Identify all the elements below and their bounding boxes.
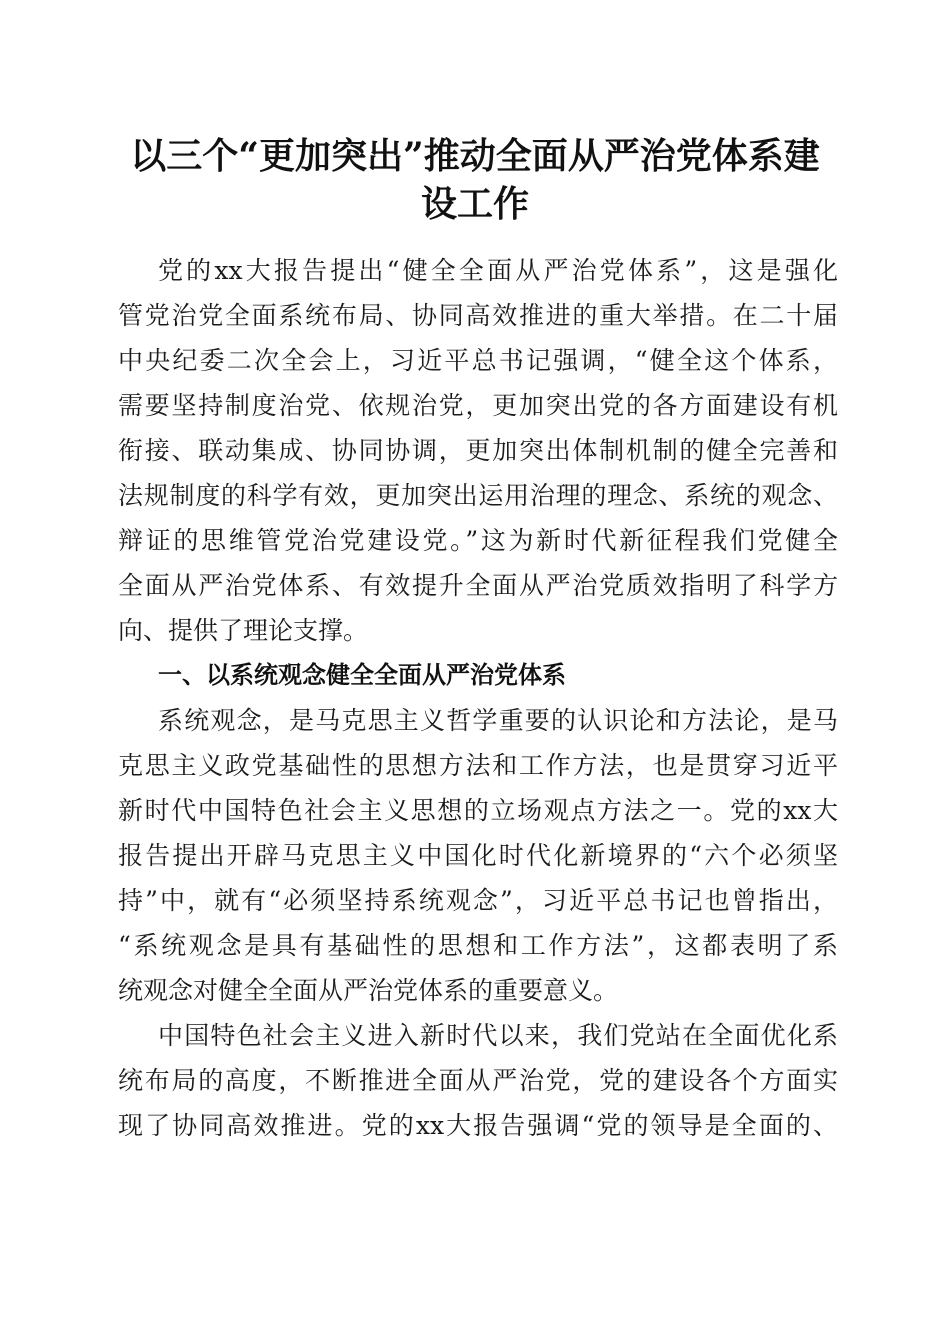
text-line: 系统观念，是马克思主义哲学重要的认识论和方法论，是马 (158, 706, 838, 735)
document-body (118, 248, 838, 1148)
text-line: 统观念对健全全面从严治党体系的重要意义。 (118, 976, 619, 1005)
text-line: 持”中，就有“必须坚持系统观念”，习近平总书记也曾指出， (118, 886, 838, 915)
text-line: “系统观念是具有基础性的思想和工作方法”，这都表明了系 (118, 931, 838, 960)
title-line: 设工作 (420, 183, 529, 225)
text-line: 报告提出开辟马克思主义中国化时代化新境界的“六个必须坚 (118, 841, 838, 870)
text-line: 向、提供了理论支撑。 (118, 616, 369, 645)
text-line: 统布局的高度，不断推进全面从严治党，党的建设各个方面实 (118, 1066, 838, 1095)
text-line: 管党治党全面系统布局、协同高效推进的重大举措。在二十届 (118, 301, 838, 330)
title-line: 以三个“更加突出”推动全面从严治党体系建 (130, 135, 820, 177)
text-line: 需要坚持制度治党、依规治党，更加突出党的各方面建设有机 (118, 391, 838, 420)
text-line: 现了协同高效推进。党的xx大报告强调“党的领导是全面的、 (118, 1111, 838, 1140)
text-line: 辩证的思维管党治党建设党。”这为新时代新征程我们党健全 (118, 526, 838, 555)
text-line: 新时代中国特色社会主义思想的立场观点方法之一。党的xx大 (118, 796, 838, 825)
paragraph-intro (118, 248, 838, 653)
text-line: 克思主义政党基础性的思想方法和工作方法，也是贯穿习近平 (118, 751, 838, 780)
section-heading: 一、以系统观念健全全面从严治党体系 (158, 661, 566, 689)
paragraph-system-concept (118, 698, 838, 1013)
text-line: 中国特色社会主义进入新时代以来，我们党站在全面优化系 (158, 1021, 838, 1050)
paragraph-new-era (118, 1013, 838, 1148)
text-line: 党的xx大报告提出“健全全面从严治党体系”，这是强化 (158, 256, 838, 285)
text-line: 衔接、联动集成、协同协调，更加突出体制机制的健全完善和 (118, 436, 838, 465)
text-line: 全面从严治党体系、有效提升全面从严治党质效指明了科学方 (118, 571, 838, 600)
document-title (100, 132, 850, 228)
text-line: 中央纪委二次全会上，习近平总书记强调，“健全这个体系， (118, 346, 838, 375)
text-line: 法规制度的科学有效，更加突出运用治理的理念、系统的观念、 (118, 481, 838, 510)
